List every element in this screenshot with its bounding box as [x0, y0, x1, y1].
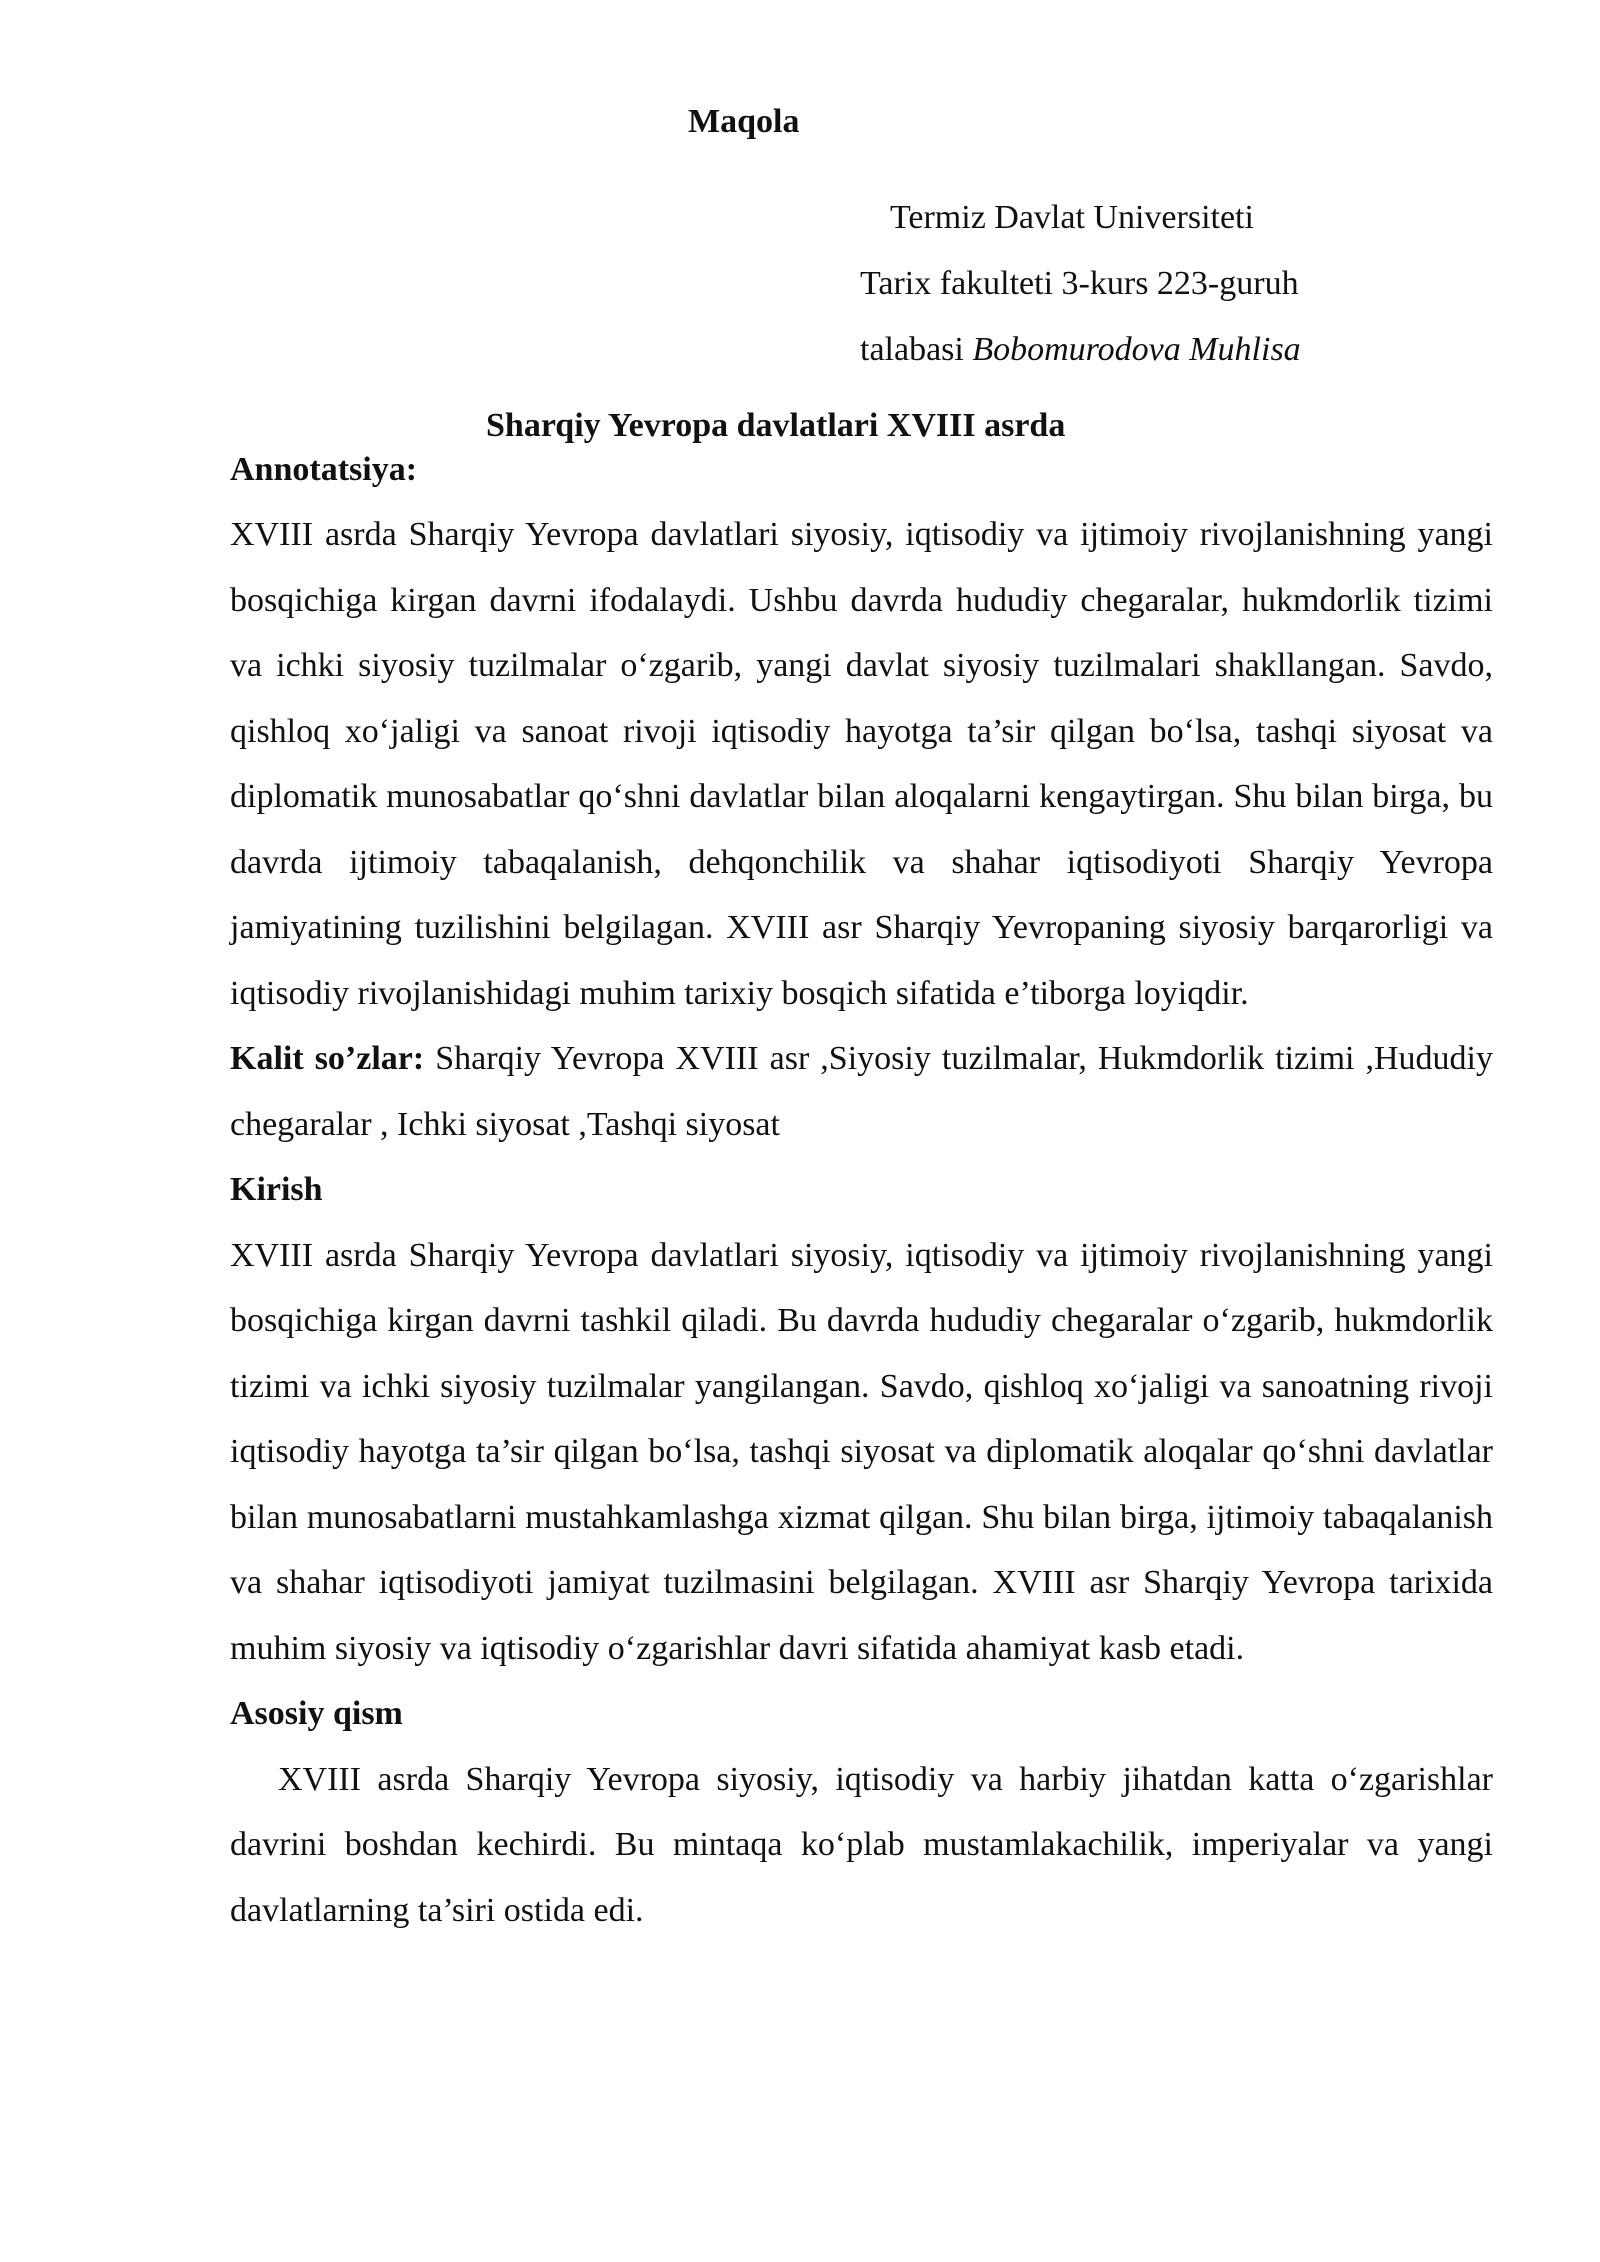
main-part-heading: Asosiy qism	[230, 1695, 403, 1732]
article-body	[230, 448, 1493, 1943]
article-label: Maqola	[688, 103, 800, 140]
keywords-paragraph	[230, 1026, 1493, 1157]
university-name: Termiz Davlat Universiteti	[890, 199, 1254, 236]
main-part-paragraph: XVIII asrda Sharqiy Yevropa siyosiy, iqtisodiy va harbiy jihatdan katta o‘zgarishlar davrini boshdan kechirdi. Bu mintaqa ko‘plab mustamlakachilik, imperiyalar va yangi davlatlarning ta’siri ostida edi.	[230, 1760, 1493, 1929]
article-title: Sharqiy Yevropa davlatlari XVIII asrda	[486, 407, 1066, 444]
annotation-heading: Annotatsiya:	[230, 451, 418, 488]
keywords-label: Kalit so’zlar:	[230, 1040, 425, 1077]
annotation-paragraph: XVIII asrda Sharqiy Yevropa davlatlari siyosiy, iqtisodiy va ijtimoiy rivojlanishning yangi bosqichiga kirgan davrni ifodalaydi. Ushbu davrda hududiy chegaralar, hukmdorlik tizimi va ichki siyosiy tuzilmalar o‘zgarib, yangi davlat siyosiy tuzilmalari shakllangan. Savdo, qishloq xo‘jaligi va sanoat rivoji iqtisodiy hayotga ta’sir qilgan bo‘lsa, tashqi siyosat va diplomatik munosabatlar qo‘shni davlatlar bilan aloqalarni kengaytirgan. Shu bilan birga, bu davrda ijtimoiy tabaqalanish, dehqonchilik va shahar iqtisodiyoti Sharqiy Yevropa jamiyatining tuzilishini belgilagan. XVIII asr Sharqiy Yevropaning siyosiy barqarorligi va iqtisodiy rivojlanishidagi muhim tarixiy bosqich sifatida e’tiborga loyiqdir.	[230, 516, 1493, 1012]
student-line	[860, 317, 1301, 383]
introduction-paragraph: XVIII asrda Sharqiy Yevropa davlatlari siyosiy, iqtisodiy va ijtimoiy rivojlanishning yangi bosqichiga kirgan davrni tashkil qiladi. Bu davrda hududiy chegaralar o‘zgarib, hukmdorlik tizimi va ichki siyosiy tuzilmalar yangilangan. Savdo, qishloq xo‘jaligi va sanoatning rivoji iqtisodiy hayotga ta’sir qilgan bo‘lsa, tashqi siyosat va diplomatik aloqalar qo‘shni davlatlar bilan munosabatlarni mustahkamlashga xizmat qilgan. Shu bilan birga, ijtimoiy tabaqalanish va shahar iqtisodiyoti jamiyat tuzilmasini belgilagan. XVIII asr Sharqiy Yevropa tarixida muhim siyosiy va iqtisodiy o‘zgarishlar davri sifatida ahamiyat kasb etadi.	[230, 1236, 1493, 1667]
author-block	[860, 185, 1301, 383]
student-prefix: talabasi	[860, 331, 964, 368]
faculty-line: Tarix fakulteti 3-kurs 223-guruh	[860, 265, 1299, 302]
introduction-heading: Kirish	[230, 1171, 323, 1208]
keywords-text: Sharqiy Yevropa XVIII asr ,Siyosiy tuzilmalar, Hukmdorlik tizimi ,Hududiy chegaralar , Ichki siyosat ,Tashqi siyosat	[230, 1040, 1493, 1143]
student-name: Bobomurodova Muhlisa	[972, 331, 1301, 368]
